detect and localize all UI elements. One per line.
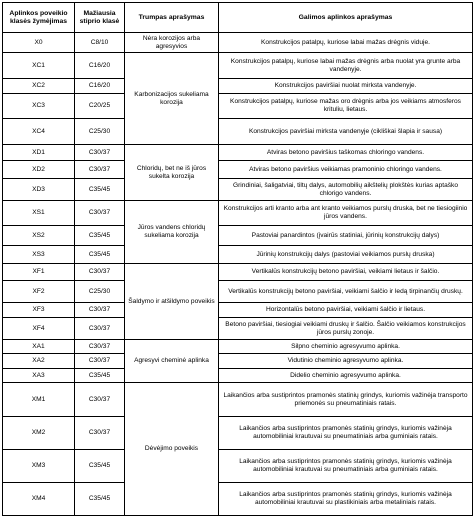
environment-description: Jūrinių konstrukcijų dalys (pastoviai veikiamos purslų druska) bbox=[219, 246, 473, 264]
class-code: XD3 bbox=[3, 179, 75, 201]
header-row bbox=[3, 3, 473, 33]
strength-class: C35/45 bbox=[75, 246, 125, 264]
environment-description: Laikančios arba sustiprintos pramonės statinių grindys, kuriomis važinėja transporto priemonės su pneumatiniais ratais. bbox=[219, 383, 473, 417]
class-code: XF4 bbox=[3, 318, 75, 340]
environment-description: Atviras betono paviršius taškomas chloringo vandens. bbox=[219, 145, 473, 161]
strength-class: C35/45 bbox=[75, 226, 125, 246]
environment-description: Grindiniai, šaligatviai, tiltų dalys, automobilių aikštelių plokštės kurias aptaško chlorigo vandens. bbox=[219, 179, 473, 201]
environment-description: Atviras betono paviršius veikiamas pramoninio chloringo vandens. bbox=[219, 161, 473, 179]
environment-description: Konstrukcijos paviršiai nuolat mirksta vandenyje. bbox=[219, 79, 473, 94]
strength-class: C35/45 bbox=[75, 179, 125, 201]
environment-description: Vertikalūs konstrukcijų betono paviršiai, veikiami lietaus ir šalčio. bbox=[219, 264, 473, 281]
table-row bbox=[3, 383, 473, 417]
environment-description: Laikančios arba sustiprintos pramonės statinių grindys, kuriomis važinėja automobiliniai krautuvai su plastikiniais arba metaliniais ratais. bbox=[219, 483, 473, 516]
strength-class: C30/37 bbox=[75, 201, 125, 226]
class-code: XC1 bbox=[3, 53, 75, 79]
table-row bbox=[3, 33, 473, 53]
environment-description: Vidutinio cheminio agresyvumo aplinka. bbox=[219, 354, 473, 369]
strength-class: C35/45 bbox=[75, 450, 125, 483]
class-code: XA1 bbox=[3, 340, 75, 354]
class-code: XM1 bbox=[3, 383, 75, 417]
class-code: XC4 bbox=[3, 119, 75, 145]
class-code: XM3 bbox=[3, 450, 75, 483]
group-description: Dėvėjimo poveikis bbox=[125, 383, 219, 516]
strength-class: C30/37 bbox=[75, 354, 125, 369]
table-row bbox=[3, 145, 473, 161]
class-code: XS3 bbox=[3, 246, 75, 264]
strength-class: C30/37 bbox=[75, 417, 125, 450]
environment-description: Konstrukcijos patalpų, kuriose mažas oro drėgnis arba jos veikiams atmosferos krituliu, lietaus. bbox=[219, 94, 473, 119]
strength-class: C25/30 bbox=[75, 119, 125, 145]
header-class: Aplinkos poveikio klasės žymėjimas bbox=[3, 3, 75, 33]
table-row bbox=[3, 303, 473, 318]
class-code: XM2 bbox=[3, 417, 75, 450]
strength-class: C16/20 bbox=[75, 79, 125, 94]
table-row bbox=[3, 450, 473, 483]
environment-description: Vertikalūs konstrukcijų betono paviršiai, veikiami šalčio ir ledą tirpinančių druskų. bbox=[219, 281, 473, 303]
environment-description: Laikančios arba sustiprintos pramonės statinių grindys, kuriomis važinėja automobiliniai krautuvai su pneumatiniais arba guminiais ratais. bbox=[219, 450, 473, 483]
strength-class: C30/37 bbox=[75, 383, 125, 417]
environment-description: Didelio cheminio agresyvumo aplinka. bbox=[219, 369, 473, 383]
class-code: XA3 bbox=[3, 369, 75, 383]
strength-class: C30/37 bbox=[75, 303, 125, 318]
table-row bbox=[3, 119, 473, 145]
group-description: Karbonizacijos sukeliama korozija bbox=[125, 53, 219, 145]
class-code: XM4 bbox=[3, 483, 75, 516]
strength-class: C20/25 bbox=[75, 94, 125, 119]
environment-description: Betono paviršiai, tiesiogiai veikiami druskų ir šalčio. Šalčio veikiamos konstrukcijos jūros purslų zonoje. bbox=[219, 318, 473, 340]
strength-class: C8/10 bbox=[75, 33, 125, 53]
group-description: Jūros vandens chloridų sukeliama korozija bbox=[125, 201, 219, 264]
strength-class: C16/20 bbox=[75, 53, 125, 79]
table-row bbox=[3, 161, 473, 179]
strength-class: C25/30 bbox=[75, 281, 125, 303]
table-row bbox=[3, 246, 473, 264]
table-row bbox=[3, 201, 473, 226]
table-row bbox=[3, 226, 473, 246]
environment-description: Horizontalūs betono paviršiai, veikiami šalčio ir lietaus. bbox=[219, 303, 473, 318]
table-row bbox=[3, 354, 473, 369]
environment-description: Pastoviai panardintos (įvairūs statiniai, jūrinių konstrukcijų dalys) bbox=[219, 226, 473, 246]
group-description: Nėra korozijos arba agresyvios bbox=[125, 33, 219, 53]
class-code: XF3 bbox=[3, 303, 75, 318]
table-row bbox=[3, 94, 473, 119]
class-code: XC2 bbox=[3, 79, 75, 94]
table-row bbox=[3, 318, 473, 340]
strength-class: C30/37 bbox=[75, 318, 125, 340]
table-row bbox=[3, 281, 473, 303]
class-code: XD2 bbox=[3, 161, 75, 179]
table-row bbox=[3, 79, 473, 94]
exposure-classes-table bbox=[2, 2, 473, 516]
class-code: XS1 bbox=[3, 201, 75, 226]
strength-class: C30/37 bbox=[75, 145, 125, 161]
header-short-description: Trumpas aprašymas bbox=[125, 3, 219, 33]
group-description: Agresyvi cheminė aplinka bbox=[125, 340, 219, 383]
class-code: XF2 bbox=[3, 281, 75, 303]
table-row bbox=[3, 369, 473, 383]
strength-class: C30/37 bbox=[75, 161, 125, 179]
group-description: Chloridų, bet ne iš jūros sukelta korozija bbox=[125, 145, 219, 201]
table-row bbox=[3, 340, 473, 354]
table-row bbox=[3, 264, 473, 281]
strength-class: C30/37 bbox=[75, 264, 125, 281]
class-code: XF1 bbox=[3, 264, 75, 281]
strength-class: C30/37 bbox=[75, 340, 125, 354]
class-code: XA2 bbox=[3, 354, 75, 369]
header-strength: Mažiausia stiprio klasė bbox=[75, 3, 125, 33]
table-row bbox=[3, 179, 473, 201]
header-possible-environment: Galimos aplinkos aprašymas bbox=[219, 3, 473, 33]
environment-description: Konstrukcijos paviršiai mirksta vandenyje (cikliškai šlapia ir sausa) bbox=[219, 119, 473, 145]
table-row bbox=[3, 417, 473, 450]
class-code: X0 bbox=[3, 33, 75, 53]
group-description: Šaldymo ir atšildymo poveikis bbox=[125, 264, 219, 340]
strength-class: C35/45 bbox=[75, 483, 125, 516]
table-row bbox=[3, 483, 473, 516]
environment-description: Laikančios arba sustiprintos pramonės statinių grindys, kuriomis važinėja automobiliniai krautuvai su pneumatiniais arba guminiais ratais. bbox=[219, 417, 473, 450]
environment-description: Konstrukcijos arti kranto arba ant kranto veikiamos purslų druska, bet ne tiesiogiinio jūros vandens. bbox=[219, 201, 473, 226]
table-row bbox=[3, 53, 473, 79]
environment-description: Silpno cheminio agresyvumo aplinka. bbox=[219, 340, 473, 354]
strength-class: C35/45 bbox=[75, 369, 125, 383]
class-code: XC3 bbox=[3, 94, 75, 119]
environment-description: Konstrukcijos patalpų, kuriose labai mažas drėgnis viduje. bbox=[219, 33, 473, 53]
class-code: XD1 bbox=[3, 145, 75, 161]
class-code: XS2 bbox=[3, 226, 75, 246]
environment-description: Konstrukcijos patalpų, kuriose labai mažas drėgnis arba nuolat yra grunte arba vandenyje. bbox=[219, 53, 473, 79]
